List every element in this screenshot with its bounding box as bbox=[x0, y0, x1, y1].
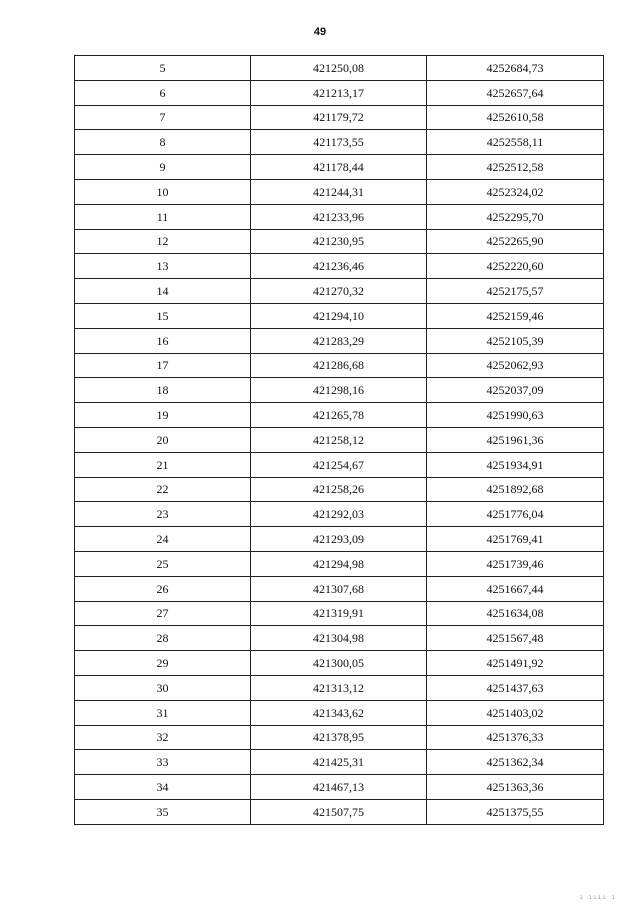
x-coordinate-cell: 421258,12 bbox=[251, 427, 427, 452]
x-coordinate-cell: 421254,67 bbox=[251, 452, 427, 477]
x-coordinate-cell: 421307,68 bbox=[251, 576, 427, 601]
y-coordinate-cell: 4251739,46 bbox=[427, 551, 604, 576]
table-row bbox=[75, 105, 604, 130]
point-number-cell: 24 bbox=[75, 527, 251, 552]
y-coordinate-cell: 4251934,91 bbox=[427, 452, 604, 477]
point-number-cell: 20 bbox=[75, 427, 251, 452]
table-row bbox=[75, 725, 604, 750]
y-coordinate-cell: 4251362,34 bbox=[427, 750, 604, 775]
x-coordinate-cell: 421293,09 bbox=[251, 527, 427, 552]
table-row bbox=[75, 477, 604, 502]
table-row bbox=[75, 700, 604, 725]
x-coordinate-cell: 421507,75 bbox=[251, 799, 427, 824]
y-coordinate-cell: 4251437,63 bbox=[427, 675, 604, 700]
point-number-cell: 8 bbox=[75, 130, 251, 155]
point-number-cell: 21 bbox=[75, 452, 251, 477]
point-number-cell: 28 bbox=[75, 626, 251, 651]
table-row bbox=[75, 527, 604, 552]
table-row bbox=[75, 328, 604, 353]
table-row bbox=[75, 80, 604, 105]
y-coordinate-cell: 4251363,36 bbox=[427, 775, 604, 800]
point-number-cell: 29 bbox=[75, 651, 251, 676]
point-number-cell: 11 bbox=[75, 204, 251, 229]
point-number-cell: 30 bbox=[75, 675, 251, 700]
y-coordinate-cell: 4251667,44 bbox=[427, 576, 604, 601]
x-coordinate-cell: 421230,95 bbox=[251, 229, 427, 254]
y-coordinate-cell: 4252159,46 bbox=[427, 303, 604, 328]
x-coordinate-cell: 421294,98 bbox=[251, 551, 427, 576]
y-coordinate-cell: 4251961,36 bbox=[427, 427, 604, 452]
point-number-cell: 25 bbox=[75, 551, 251, 576]
table-row bbox=[75, 155, 604, 180]
x-coordinate-cell: 421270,32 bbox=[251, 279, 427, 304]
footer-mark: ı ıııı ı bbox=[579, 894, 616, 901]
point-number-cell: 6 bbox=[75, 80, 251, 105]
point-number-cell: 9 bbox=[75, 155, 251, 180]
x-coordinate-cell: 421173,55 bbox=[251, 130, 427, 155]
table-row bbox=[75, 799, 604, 824]
x-coordinate-cell: 421467,13 bbox=[251, 775, 427, 800]
x-coordinate-cell: 421244,31 bbox=[251, 179, 427, 204]
table-row bbox=[75, 750, 604, 775]
point-number-cell: 23 bbox=[75, 502, 251, 527]
table-row bbox=[75, 378, 604, 403]
point-number-cell: 32 bbox=[75, 725, 251, 750]
x-coordinate-cell: 421233,96 bbox=[251, 204, 427, 229]
y-coordinate-cell: 4251376,33 bbox=[427, 725, 604, 750]
y-coordinate-cell: 4251567,48 bbox=[427, 626, 604, 651]
y-coordinate-cell: 4252265,90 bbox=[427, 229, 604, 254]
y-coordinate-cell: 4252105,39 bbox=[427, 328, 604, 353]
table-row bbox=[75, 651, 604, 676]
table-row bbox=[75, 403, 604, 428]
y-coordinate-cell: 4252295,70 bbox=[427, 204, 604, 229]
y-coordinate-cell: 4252610,58 bbox=[427, 105, 604, 130]
x-coordinate-cell: 421300,05 bbox=[251, 651, 427, 676]
x-coordinate-cell: 421286,68 bbox=[251, 353, 427, 378]
table-row bbox=[75, 303, 604, 328]
y-coordinate-cell: 4252062,93 bbox=[427, 353, 604, 378]
y-coordinate-cell: 4252324,02 bbox=[427, 179, 604, 204]
y-coordinate-cell: 4252512,58 bbox=[427, 155, 604, 180]
point-number-cell: 34 bbox=[75, 775, 251, 800]
point-number-cell: 27 bbox=[75, 601, 251, 626]
y-coordinate-cell: 4252558,11 bbox=[427, 130, 604, 155]
x-coordinate-cell: 421236,46 bbox=[251, 254, 427, 279]
table-row bbox=[75, 279, 604, 304]
point-number-cell: 19 bbox=[75, 403, 251, 428]
y-coordinate-cell: 4252657,64 bbox=[427, 80, 604, 105]
x-coordinate-cell: 421258,26 bbox=[251, 477, 427, 502]
page-number: 49 bbox=[313, 26, 327, 38]
point-number-cell: 22 bbox=[75, 477, 251, 502]
y-coordinate-cell: 4251375,55 bbox=[427, 799, 604, 824]
y-coordinate-cell: 4251990,63 bbox=[427, 403, 604, 428]
table-row bbox=[75, 56, 604, 81]
point-number-cell: 18 bbox=[75, 378, 251, 403]
x-coordinate-cell: 421343,62 bbox=[251, 700, 427, 725]
table-row bbox=[75, 452, 604, 477]
y-coordinate-cell: 4251892,68 bbox=[427, 477, 604, 502]
point-number-cell: 10 bbox=[75, 179, 251, 204]
x-coordinate-cell: 421265,78 bbox=[251, 403, 427, 428]
x-coordinate-cell: 421298,16 bbox=[251, 378, 427, 403]
coordinates-table-body bbox=[75, 56, 604, 825]
table-row bbox=[75, 551, 604, 576]
table-row bbox=[75, 775, 604, 800]
point-number-cell: 17 bbox=[75, 353, 251, 378]
y-coordinate-cell: 4252684,73 bbox=[427, 56, 604, 81]
y-coordinate-cell: 4251634,08 bbox=[427, 601, 604, 626]
point-number-cell: 31 bbox=[75, 700, 251, 725]
point-number-cell: 5 bbox=[75, 56, 251, 81]
y-coordinate-cell: 4251491,92 bbox=[427, 651, 604, 676]
table-row bbox=[75, 179, 604, 204]
point-number-cell: 15 bbox=[75, 303, 251, 328]
y-coordinate-cell: 4251769,41 bbox=[427, 527, 604, 552]
x-coordinate-cell: 421319,91 bbox=[251, 601, 427, 626]
table-row bbox=[75, 353, 604, 378]
x-coordinate-cell: 421179,72 bbox=[251, 105, 427, 130]
x-coordinate-cell: 421213,17 bbox=[251, 80, 427, 105]
table-row bbox=[75, 229, 604, 254]
x-coordinate-cell: 421178,44 bbox=[251, 155, 427, 180]
y-coordinate-cell: 4252037,09 bbox=[427, 378, 604, 403]
y-coordinate-cell: 4252220,60 bbox=[427, 254, 604, 279]
x-coordinate-cell: 421292,03 bbox=[251, 502, 427, 527]
table-row bbox=[75, 675, 604, 700]
table-row bbox=[75, 427, 604, 452]
x-coordinate-cell: 421304,98 bbox=[251, 626, 427, 651]
point-number-cell: 13 bbox=[75, 254, 251, 279]
x-coordinate-cell: 421283,29 bbox=[251, 328, 427, 353]
point-number-cell: 26 bbox=[75, 576, 251, 601]
table-row bbox=[75, 204, 604, 229]
point-number-cell: 14 bbox=[75, 279, 251, 304]
point-number-cell: 33 bbox=[75, 750, 251, 775]
x-coordinate-cell: 421313,12 bbox=[251, 675, 427, 700]
x-coordinate-cell: 421378,95 bbox=[251, 725, 427, 750]
x-coordinate-cell: 421250,08 bbox=[251, 56, 427, 81]
point-number-cell: 7 bbox=[75, 105, 251, 130]
table-row bbox=[75, 502, 604, 527]
point-number-cell: 35 bbox=[75, 799, 251, 824]
table-row bbox=[75, 130, 604, 155]
table-row bbox=[75, 576, 604, 601]
table-row bbox=[75, 601, 604, 626]
y-coordinate-cell: 4251403,02 bbox=[427, 700, 604, 725]
table-row bbox=[75, 626, 604, 651]
point-number-cell: 12 bbox=[75, 229, 251, 254]
y-coordinate-cell: 4251776,04 bbox=[427, 502, 604, 527]
table-row bbox=[75, 254, 604, 279]
point-number-cell: 16 bbox=[75, 328, 251, 353]
x-coordinate-cell: 421425,31 bbox=[251, 750, 427, 775]
x-coordinate-cell: 421294,10 bbox=[251, 303, 427, 328]
coordinates-table bbox=[74, 55, 604, 825]
y-coordinate-cell: 4252175,57 bbox=[427, 279, 604, 304]
